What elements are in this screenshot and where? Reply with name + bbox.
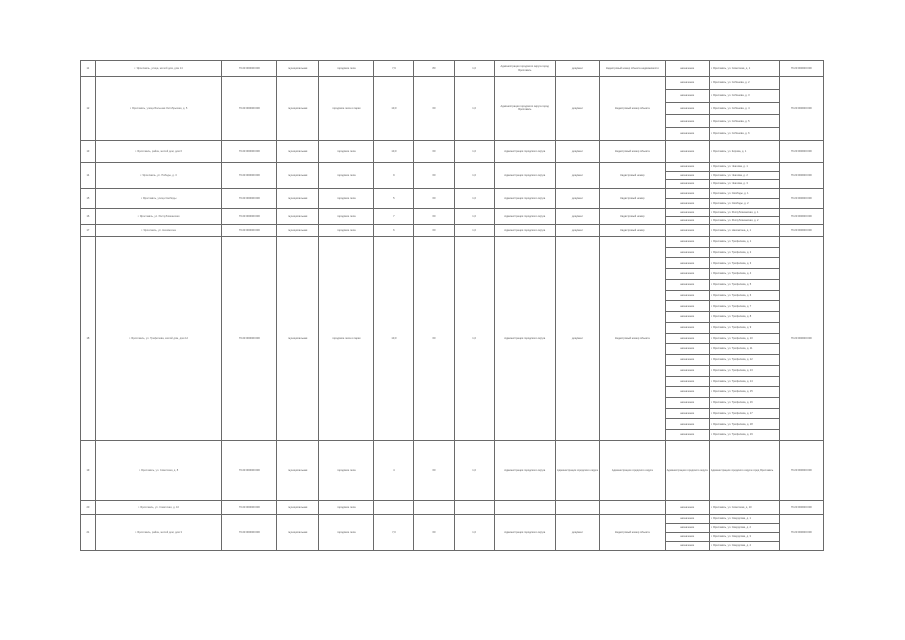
cell-cadnum-2: 76:23:000000:000: [779, 514, 823, 550]
cell-owner: Администрация городского округа: [494, 224, 555, 236]
cell-kind: муниципальная: [277, 77, 319, 141]
cell-cadnum: 76:23:000000:000: [222, 500, 277, 514]
cell-kind: муниципальная: [277, 224, 319, 236]
cell-kind: муниципальная: [277, 500, 319, 514]
cell-sub-address: г. Ярославль, ул. Республиканская, д. 2: [709, 216, 779, 224]
cell-sub-type: назначение: [665, 532, 709, 541]
cell-owner: Администрация городского округа: [494, 236, 555, 440]
cell-area: 7,9: [374, 61, 414, 77]
cell-cadnum-2: 76:23:000000:000: [779, 440, 823, 500]
cell-sub-type: назначение: [665, 224, 709, 236]
cell-owner: Администрация городского округа: [494, 140, 555, 162]
cell-cadnum: 76:23:000000:000: [222, 188, 277, 208]
cell-purpose: городские леса: [319, 440, 374, 500]
cell-len: 60: [414, 236, 454, 440]
cell-sub-address: г. Ярославль, ул. Нахимсона, д. 1: [709, 224, 779, 236]
cell-sub-address: г. Ярославль, ул. Советская, д. 10: [709, 500, 779, 514]
table-row: [81, 61, 824, 77]
cell-num: 21: [81, 514, 96, 550]
cell-len: 60: [414, 162, 454, 188]
cell-len: 60: [414, 77, 454, 141]
cell-year: 1,0: [454, 140, 494, 162]
table-row: [81, 236, 824, 247]
cell-sub-address: г. Ярославль, ул. Трефолева, д. 6: [709, 290, 779, 301]
cell-object: г. Ярославль, улица, жилой дом, дом 14: [95, 61, 222, 77]
cell-year: 1,0: [454, 224, 494, 236]
cell-kind: муниципальная: [277, 440, 319, 500]
cell-area: 5: [374, 188, 414, 208]
cell-len: 60: [414, 140, 454, 162]
cell-sub-address: г. Ярославль, ул. Трефолева, д. 14: [709, 376, 779, 387]
cell-sub-type: назначение: [665, 514, 709, 523]
cell-sub-type: назначение: [665, 162, 709, 171]
cell-sub-type: назначение: [665, 322, 709, 333]
cell-sub-type: назначение: [665, 344, 709, 355]
cell-sub-type: назначение: [665, 376, 709, 387]
table-row: [81, 514, 824, 523]
cell-sub-type: назначение: [665, 77, 709, 90]
cell-purpose: городские леса: [319, 140, 374, 162]
cell-cadnum-2: 76:23:000000:000: [779, 61, 823, 77]
cell-object: г. Ярославль, район, жилой дом, дом 3: [95, 514, 222, 550]
cell-purpose: городские леса: [319, 208, 374, 224]
cell-object: г. Ярославль, ул. Советская, д. 8: [95, 440, 222, 500]
cell-sub-type: Администрация городского округа: [665, 440, 709, 500]
cell-object: г. Ярославль, улица Свободы: [95, 188, 222, 208]
cell-purpose: городские леса: [319, 500, 374, 514]
cell-len: 60: [414, 208, 454, 224]
cell-purpose: городские леса: [319, 61, 374, 77]
table-row: [81, 77, 824, 90]
cell-sub-address: г. Ярославль, ул. Свердлова, д. 2: [709, 523, 779, 532]
cell-reg: Кадастровый номер объекта: [600, 77, 665, 141]
cell-purpose: городские леса и парки: [319, 236, 374, 440]
cell-reg: Кадастровый номер: [600, 208, 665, 224]
cell-cadnum-2: 76:23:000000:000: [779, 500, 823, 514]
cell-sub-type: назначение: [665, 180, 709, 189]
cell-reg: Кадастровый номер: [600, 188, 665, 208]
cell-cadnum: 76:23:000000:000: [222, 77, 277, 141]
cell-kind: муниципальная: [277, 162, 319, 188]
cell-purpose: городские леса: [319, 162, 374, 188]
cell-year: 1,0: [454, 514, 494, 550]
cell-doc: документ: [555, 208, 599, 224]
cell-year: [454, 500, 494, 514]
cell-sub-type: назначение: [665, 140, 709, 162]
cell-kind: муниципальная: [277, 236, 319, 440]
cell-owner: Администрация городского округа город Ярославль: [494, 61, 555, 77]
cell-sub-type: назначение: [665, 279, 709, 290]
cell-sub-type: назначение: [665, 216, 709, 224]
cell-num: 12: [81, 77, 96, 141]
cell-sub-type: назначение: [665, 500, 709, 514]
registry-table: [80, 60, 824, 551]
cell-sub-type: назначение: [665, 115, 709, 128]
cell-area: 10,0: [374, 140, 414, 162]
cell-owner: Администрация городского округа: [494, 208, 555, 224]
cell-sub-address: г. Ярославль, ул. Трефолева, д. 2: [709, 247, 779, 258]
table-row: [81, 208, 824, 216]
cell-sub-type: назначение: [665, 171, 709, 180]
cell-cadnum: 76:23:000000:000: [222, 61, 277, 77]
cell-sub-type: назначение: [665, 430, 709, 441]
cell-owner: Администрация городского округа город Ярославль: [494, 77, 555, 141]
cell-object: г. Ярославль, ул. Нахимсона: [95, 224, 222, 236]
cell-sub-type: назначение: [665, 128, 709, 141]
cell-sub-address: г. Ярославль, ул. Свердлова, д. 1: [709, 514, 779, 523]
cell-sub-address: г. Ярославль, ул. Собинова, д. 6: [709, 128, 779, 141]
cell-sub-address: г. Ярославль, ул. Трефолева, д. 10: [709, 333, 779, 344]
cell-object: г. Ярославль, ул. Трефолева, жилой дом, дом 12: [95, 236, 222, 440]
cell-kind: муниципальная: [277, 188, 319, 208]
cell-doc: [555, 500, 599, 514]
cell-num: 19: [81, 440, 96, 500]
cell-cadnum-2: 76:23:000000:000: [779, 188, 823, 208]
table-row: [81, 440, 824, 500]
cell-object: г. Ярославль, ул. Республиканская: [95, 208, 222, 224]
cell-sub-address: г. Ярославль, ул. Свободы, д. 2: [709, 198, 779, 208]
cell-owner: [494, 500, 555, 514]
cell-sub-address: г. Ярославль, ул. Трефолева, д. 7: [709, 301, 779, 312]
cell-year: 1,0: [454, 208, 494, 224]
cell-sub-type: назначение: [665, 258, 709, 269]
cell-sub-address: г. Ярославль, ул. Трефолева, д. 17: [709, 408, 779, 419]
cell-area: 6: [374, 224, 414, 236]
cell-sub-type: назначение: [665, 355, 709, 366]
cell-kind: муниципальная: [277, 61, 319, 77]
cell-sub-type: назначение: [665, 102, 709, 115]
cell-num: 17: [81, 224, 96, 236]
registry-table-sheet: [80, 60, 824, 580]
cell-sub-type: назначение: [665, 198, 709, 208]
cell-sub-address: г. Ярославль, ул. Чкалова, д. 1: [709, 162, 779, 171]
cell-sub-type: назначение: [665, 541, 709, 550]
cell-cadnum: 76:23:000000:000: [222, 208, 277, 224]
cell-doc: документ: [555, 236, 599, 440]
cell-reg: Кадастровый номер объекта: [600, 514, 665, 550]
cell-num: 13: [81, 140, 96, 162]
cell-sub-address: г. Ярославль, ул. Собинова, д. 3: [709, 89, 779, 102]
cell-len: [414, 500, 454, 514]
cell-doc: документ: [555, 61, 599, 77]
cell-sub-address: г. Ярославль, ул. Трефолева, д. 11: [709, 344, 779, 355]
cell-sub-type: назначение: [665, 188, 709, 198]
cell-sub-type: назначение: [665, 333, 709, 344]
cell-doc: документ: [555, 140, 599, 162]
cell-len: 80: [414, 61, 454, 77]
table-row: [81, 500, 824, 514]
cell-num: 15: [81, 188, 96, 208]
cell-sub-type: назначение: [665, 236, 709, 247]
cell-num: 16: [81, 208, 96, 224]
cell-sub-address: г. Ярославль, ул. Трефолева, д. 4: [709, 269, 779, 280]
cell-reg: Кадастровый номер объекта: [600, 140, 665, 162]
cell-cadnum-2: 76:23:000000:000: [779, 162, 823, 188]
cell-area: 10,0: [374, 236, 414, 440]
table-row: [81, 224, 824, 236]
cell-area: 9: [374, 162, 414, 188]
cell-purpose: городские леса и парки: [319, 77, 374, 141]
cell-reg: Администрация городского округа: [600, 440, 665, 500]
cell-doc: документ: [555, 162, 599, 188]
cell-kind: муниципальная: [277, 514, 319, 550]
cell-sub-address: г. Ярославль, ул. Собинова, д. 2: [709, 77, 779, 90]
cell-owner: Администрация городского округа: [494, 440, 555, 500]
table-row: [81, 162, 824, 171]
cell-purpose: городские леса: [319, 224, 374, 236]
cell-reg: Кадастровый номер: [600, 224, 665, 236]
cell-num: 18: [81, 236, 96, 440]
cell-sub-address: г. Ярославль, ул. Трефолева, д. 12: [709, 355, 779, 366]
cell-year: 1,0: [454, 236, 494, 440]
cell-sub-address: г. Ярославль, ул. Республиканская, д. 1: [709, 208, 779, 216]
cell-area: 7,0: [374, 514, 414, 550]
cell-cadnum: 76:23:000000:000: [222, 224, 277, 236]
cell-num: 11: [81, 61, 96, 77]
cell-sub-type: назначение: [665, 397, 709, 408]
cell-doc: документ: [555, 224, 599, 236]
cell-year: 1,0: [454, 440, 494, 500]
cell-sub-type: назначение: [665, 419, 709, 430]
cell-num: 14: [81, 162, 96, 188]
cell-owner: Администрация городского округа: [494, 162, 555, 188]
cell-cadnum-2: 76:23:000000:000: [779, 140, 823, 162]
cell-object: г. Ярославль, улица Большая Октябрьская, д. 5: [95, 77, 222, 141]
cell-owner: Администрация городского округа: [494, 188, 555, 208]
cell-sub-type: назначение: [665, 269, 709, 280]
cell-sub-address: г. Ярославль, ул. Чкалова, д. 2: [709, 171, 779, 180]
cell-reg: Кадастровый номер объекта: [600, 236, 665, 440]
cell-sub-type: назначение: [665, 89, 709, 102]
cell-year: 1,0: [454, 188, 494, 208]
cell-sub-type: назначение: [665, 365, 709, 376]
cell-sub-address: Администрация городского округа город Ярославль: [709, 440, 779, 500]
cell-doc: документ: [555, 514, 599, 550]
cell-sub-address: г. Ярославль, ул. Трефолева, д. 9: [709, 322, 779, 333]
cell-year: 1,0: [454, 162, 494, 188]
cell-doc: документ: [555, 188, 599, 208]
cell-len: 60: [414, 188, 454, 208]
cell-sub-address: г. Ярославль, ул. Советская, д. 1: [709, 61, 779, 77]
cell-doc: Администрация городского округа: [555, 440, 599, 500]
cell-area: 4: [374, 440, 414, 500]
cell-area: 10,0: [374, 77, 414, 141]
cell-sub-address: г. Ярославль, ул. Чкалова, д. 3: [709, 180, 779, 189]
cell-cadnum: 76:23:000000:000: [222, 162, 277, 188]
cell-sub-type: назначение: [665, 301, 709, 312]
cell-sub-type: назначение: [665, 208, 709, 216]
cell-area: 7: [374, 208, 414, 224]
cell-sub-address: г. Ярославль, ул. Собинова, д. 4: [709, 102, 779, 115]
cell-sub-address: г. Ярославль, ул. Трефолева, д. 18: [709, 419, 779, 430]
cell-sub-type: назначение: [665, 387, 709, 398]
cell-sub-type: назначение: [665, 247, 709, 258]
cell-len: 60: [414, 514, 454, 550]
cell-len: 60: [414, 440, 454, 500]
cell-doc: документ: [555, 77, 599, 141]
cell-year: 1,0: [454, 61, 494, 77]
cell-reg: Кадастровый номер объекта недвижимости: [600, 61, 665, 77]
table-row: [81, 188, 824, 198]
cell-sub-address: г. Ярославль, ул. Кирова, д. 1: [709, 140, 779, 162]
cell-reg: Кадастровый номер: [600, 162, 665, 188]
cell-area: [374, 500, 414, 514]
table-row: [81, 140, 824, 162]
cell-sub-address: г. Ярославль, ул. Трефолева, д. 3: [709, 258, 779, 269]
cell-sub-address: г. Ярославль, ул. Трефолева, д. 15: [709, 387, 779, 398]
cell-sub-type: назначение: [665, 290, 709, 301]
cell-sub-address: г. Ярославль, ул. Трефолева, д. 8: [709, 312, 779, 323]
cell-object: г. Ярославль, ул. Советская, д. 10: [95, 500, 222, 514]
cell-cadnum-2: 76:23:000000:000: [779, 236, 823, 440]
cell-sub-address: г. Ярославль, ул. Собинова, д. 5: [709, 115, 779, 128]
cell-sub-address: г. Ярославль, ул. Трефолева, д. 16: [709, 397, 779, 408]
cell-kind: муниципальная: [277, 140, 319, 162]
cell-kind: муниципальная: [277, 208, 319, 224]
cell-sub-address: г. Ярославль, ул. Трефолева, д. 1: [709, 236, 779, 247]
cell-object: г. Ярославль, район, жилой дом, дом 6: [95, 140, 222, 162]
cell-purpose: городские леса: [319, 188, 374, 208]
cell-purpose: городские леса: [319, 514, 374, 550]
cell-sub-address: г. Ярославль, ул. Трефолева, д. 13: [709, 365, 779, 376]
cell-sub-type: назначение: [665, 312, 709, 323]
cell-sub-address: г. Ярославль, ул. Свердлова, д. 3: [709, 532, 779, 541]
cell-object: г. Ярославль, ул. Победы, д. 3: [95, 162, 222, 188]
cell-sub-address: г. Ярославль, ул. Трефолева, д. 19: [709, 430, 779, 441]
cell-cadnum: 76:23:000000:000: [222, 236, 277, 440]
cell-cadnum: 76:23:000000:000: [222, 514, 277, 550]
cell-cadnum-2: 76:23:000000:000: [779, 77, 823, 141]
cell-year: 1,0: [454, 77, 494, 141]
cell-sub-type: назначение: [665, 408, 709, 419]
cell-sub-type: назначение: [665, 61, 709, 77]
cell-sub-type: назначение: [665, 523, 709, 532]
cell-sub-address: г. Ярославль, ул. Свободы, д. 1: [709, 188, 779, 198]
cell-len: 60: [414, 224, 454, 236]
cell-cadnum-2: 76:23:000000:000: [779, 208, 823, 224]
cell-cadnum: 76:23:000000:000: [222, 440, 277, 500]
cell-cadnum: 76:23:000000:000: [222, 140, 277, 162]
cell-sub-address: г. Ярославль, ул. Свердлова, д. 4: [709, 541, 779, 550]
cell-reg: [600, 500, 665, 514]
cell-owner: Администрация городского округа: [494, 514, 555, 550]
cell-num: 20: [81, 500, 96, 514]
cell-cadnum-2: 76:23:000000:000: [779, 224, 823, 236]
cell-sub-address: г. Ярославль, ул. Трефолева, д. 5: [709, 279, 779, 290]
